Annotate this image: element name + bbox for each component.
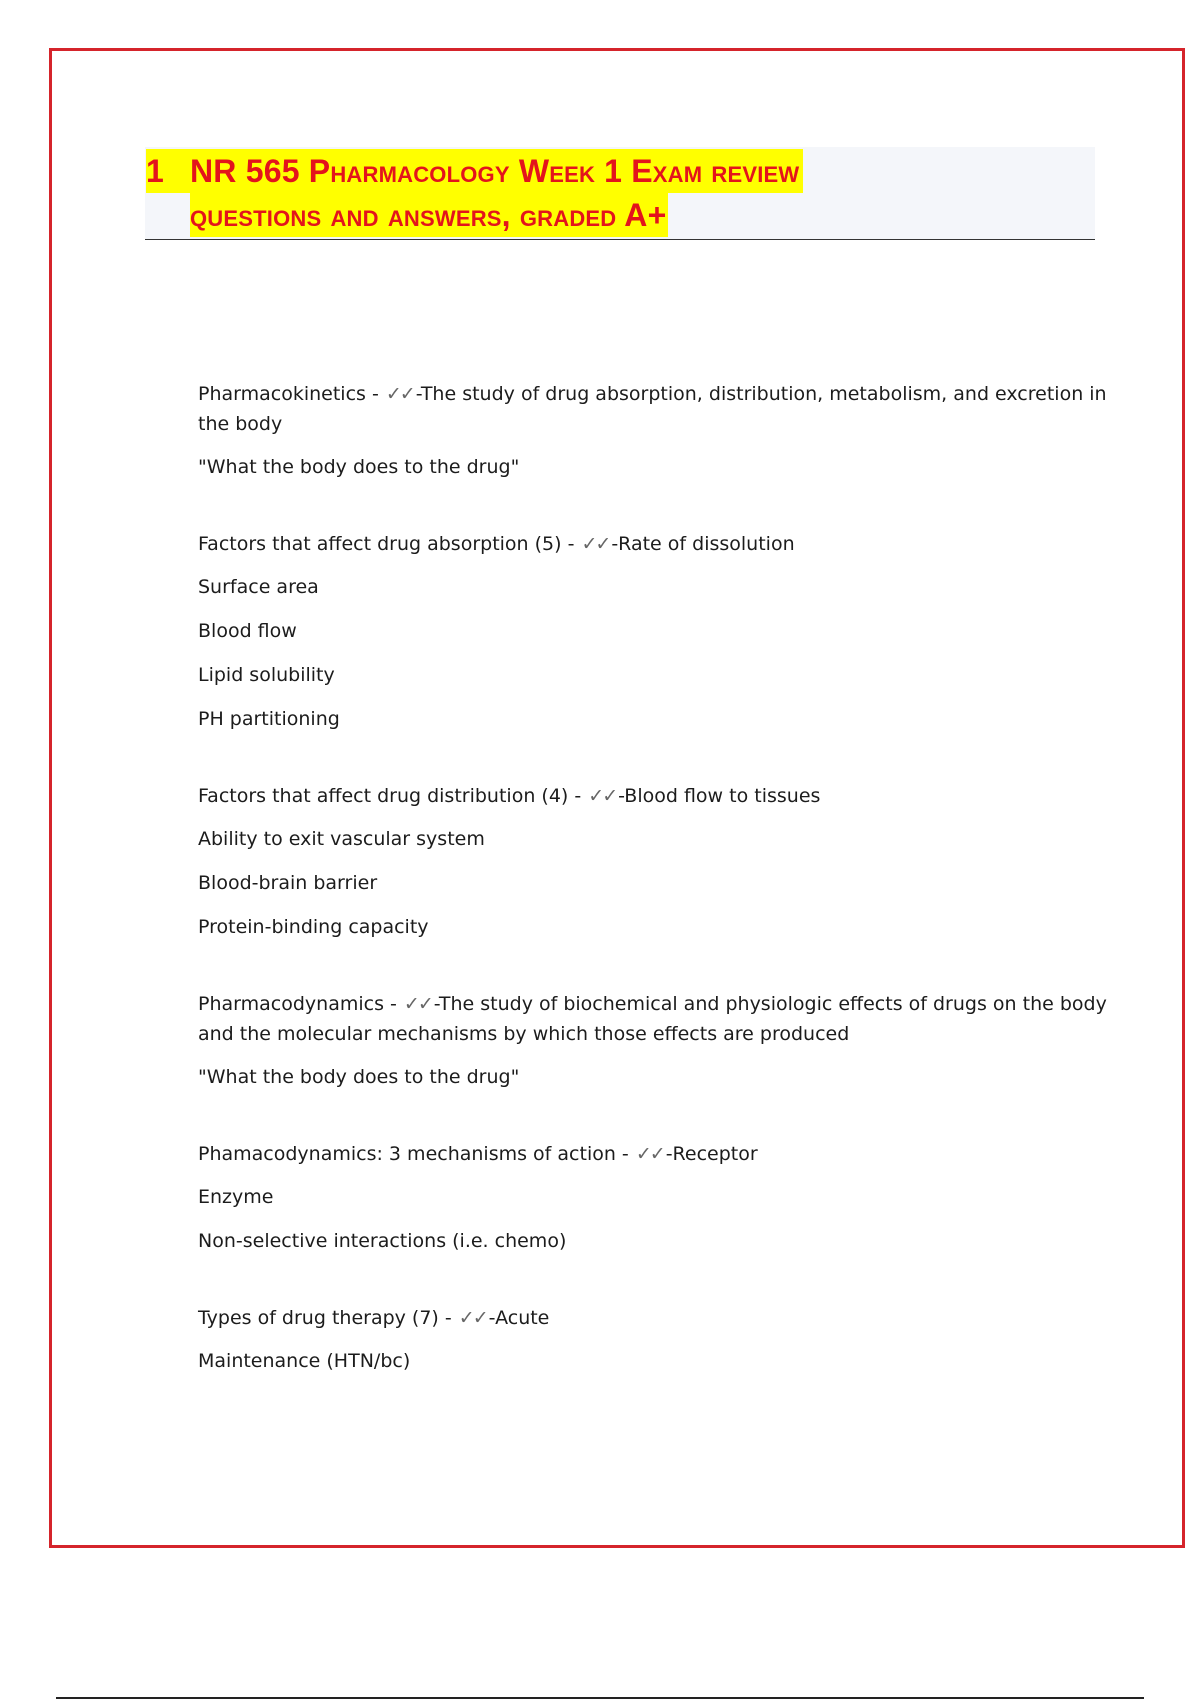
double-check-icon: ✓✓ — [458, 1307, 487, 1329]
double-check-icon: ✓✓ — [635, 1143, 664, 1165]
qa-detail: Surface area — [198, 576, 319, 598]
qa-answer: -Receptor — [665, 1143, 758, 1165]
qa-content — [198, 379, 1118, 1423]
qa-detail: Blood-brain barrier — [198, 872, 378, 894]
qa-entry — [198, 781, 1118, 943]
qa-entry — [198, 379, 1118, 483]
qa-term: Pharmacokinetics - — [198, 383, 379, 405]
qa-detail: Lipid solubility — [198, 664, 335, 686]
double-check-icon: ✓✓ — [581, 533, 610, 555]
qa-detail: Maintenance (HTN/bc) — [198, 1350, 411, 1372]
double-check-icon: ✓✓ — [588, 785, 617, 807]
qa-entry — [198, 1139, 1118, 1257]
qa-question — [198, 379, 1118, 439]
qa-question — [198, 781, 1118, 811]
qa-detail: Non-selective interactions (i.e. chemo) — [198, 1230, 567, 1252]
qa-detail: Ability to exit vascular system — [198, 828, 485, 850]
title-line-2 — [190, 193, 668, 237]
title-line-1 — [146, 149, 803, 193]
qa-entry — [198, 529, 1118, 735]
qa-term: Factors that affect drug absorption (5) - — [198, 533, 575, 555]
qa-answer: -Rate of dissolution — [611, 533, 795, 555]
qa-question — [198, 529, 1118, 559]
qa-question — [198, 1303, 1118, 1333]
qa-answer: -The study of drug absorption, distribution, metabolism, and excretion in the body — [198, 383, 1107, 435]
qa-answer: -Blood flow to tissues — [618, 785, 821, 807]
page-divider — [56, 1697, 1144, 1699]
qa-entry — [198, 989, 1118, 1093]
qa-detail: Protein-binding capacity — [198, 916, 429, 938]
qa-detail: Enzyme — [198, 1186, 274, 1208]
qa-detail: "What the body does to the drug" — [198, 1066, 520, 1088]
qa-term: Factors that affect drug distribution (4) - — [198, 785, 582, 807]
qa-detail: "What the body does to the drug" — [198, 456, 520, 478]
qa-answer: -Acute — [488, 1307, 550, 1329]
qa-term: Pharmacodynamics - — [198, 993, 397, 1015]
title-text-2: questions and answers, graded A+ — [190, 197, 667, 233]
title-text-1: NR 565 Pharmacology Week 1 Exam review — [190, 153, 800, 189]
qa-term: Types of drug therapy (7) - — [198, 1307, 452, 1329]
heading-number: 1 — [146, 153, 164, 189]
double-check-icon: ✓✓ — [403, 993, 432, 1015]
title-heading — [145, 147, 1095, 240]
qa-answer: -The study of biochemical and physiologic effects of drugs on the body and the molecular mechanisms by which those effects are produced — [198, 993, 1107, 1045]
qa-detail: Blood flow — [198, 620, 297, 642]
qa-detail: PH partitioning — [198, 708, 340, 730]
qa-question — [198, 989, 1118, 1049]
qa-term: Phamacodynamics: 3 mechanisms of action - — [198, 1143, 629, 1165]
qa-question — [198, 1139, 1118, 1169]
document-page — [49, 48, 1185, 1548]
double-check-icon: ✓✓ — [385, 383, 414, 405]
qa-entry — [198, 1303, 1118, 1377]
